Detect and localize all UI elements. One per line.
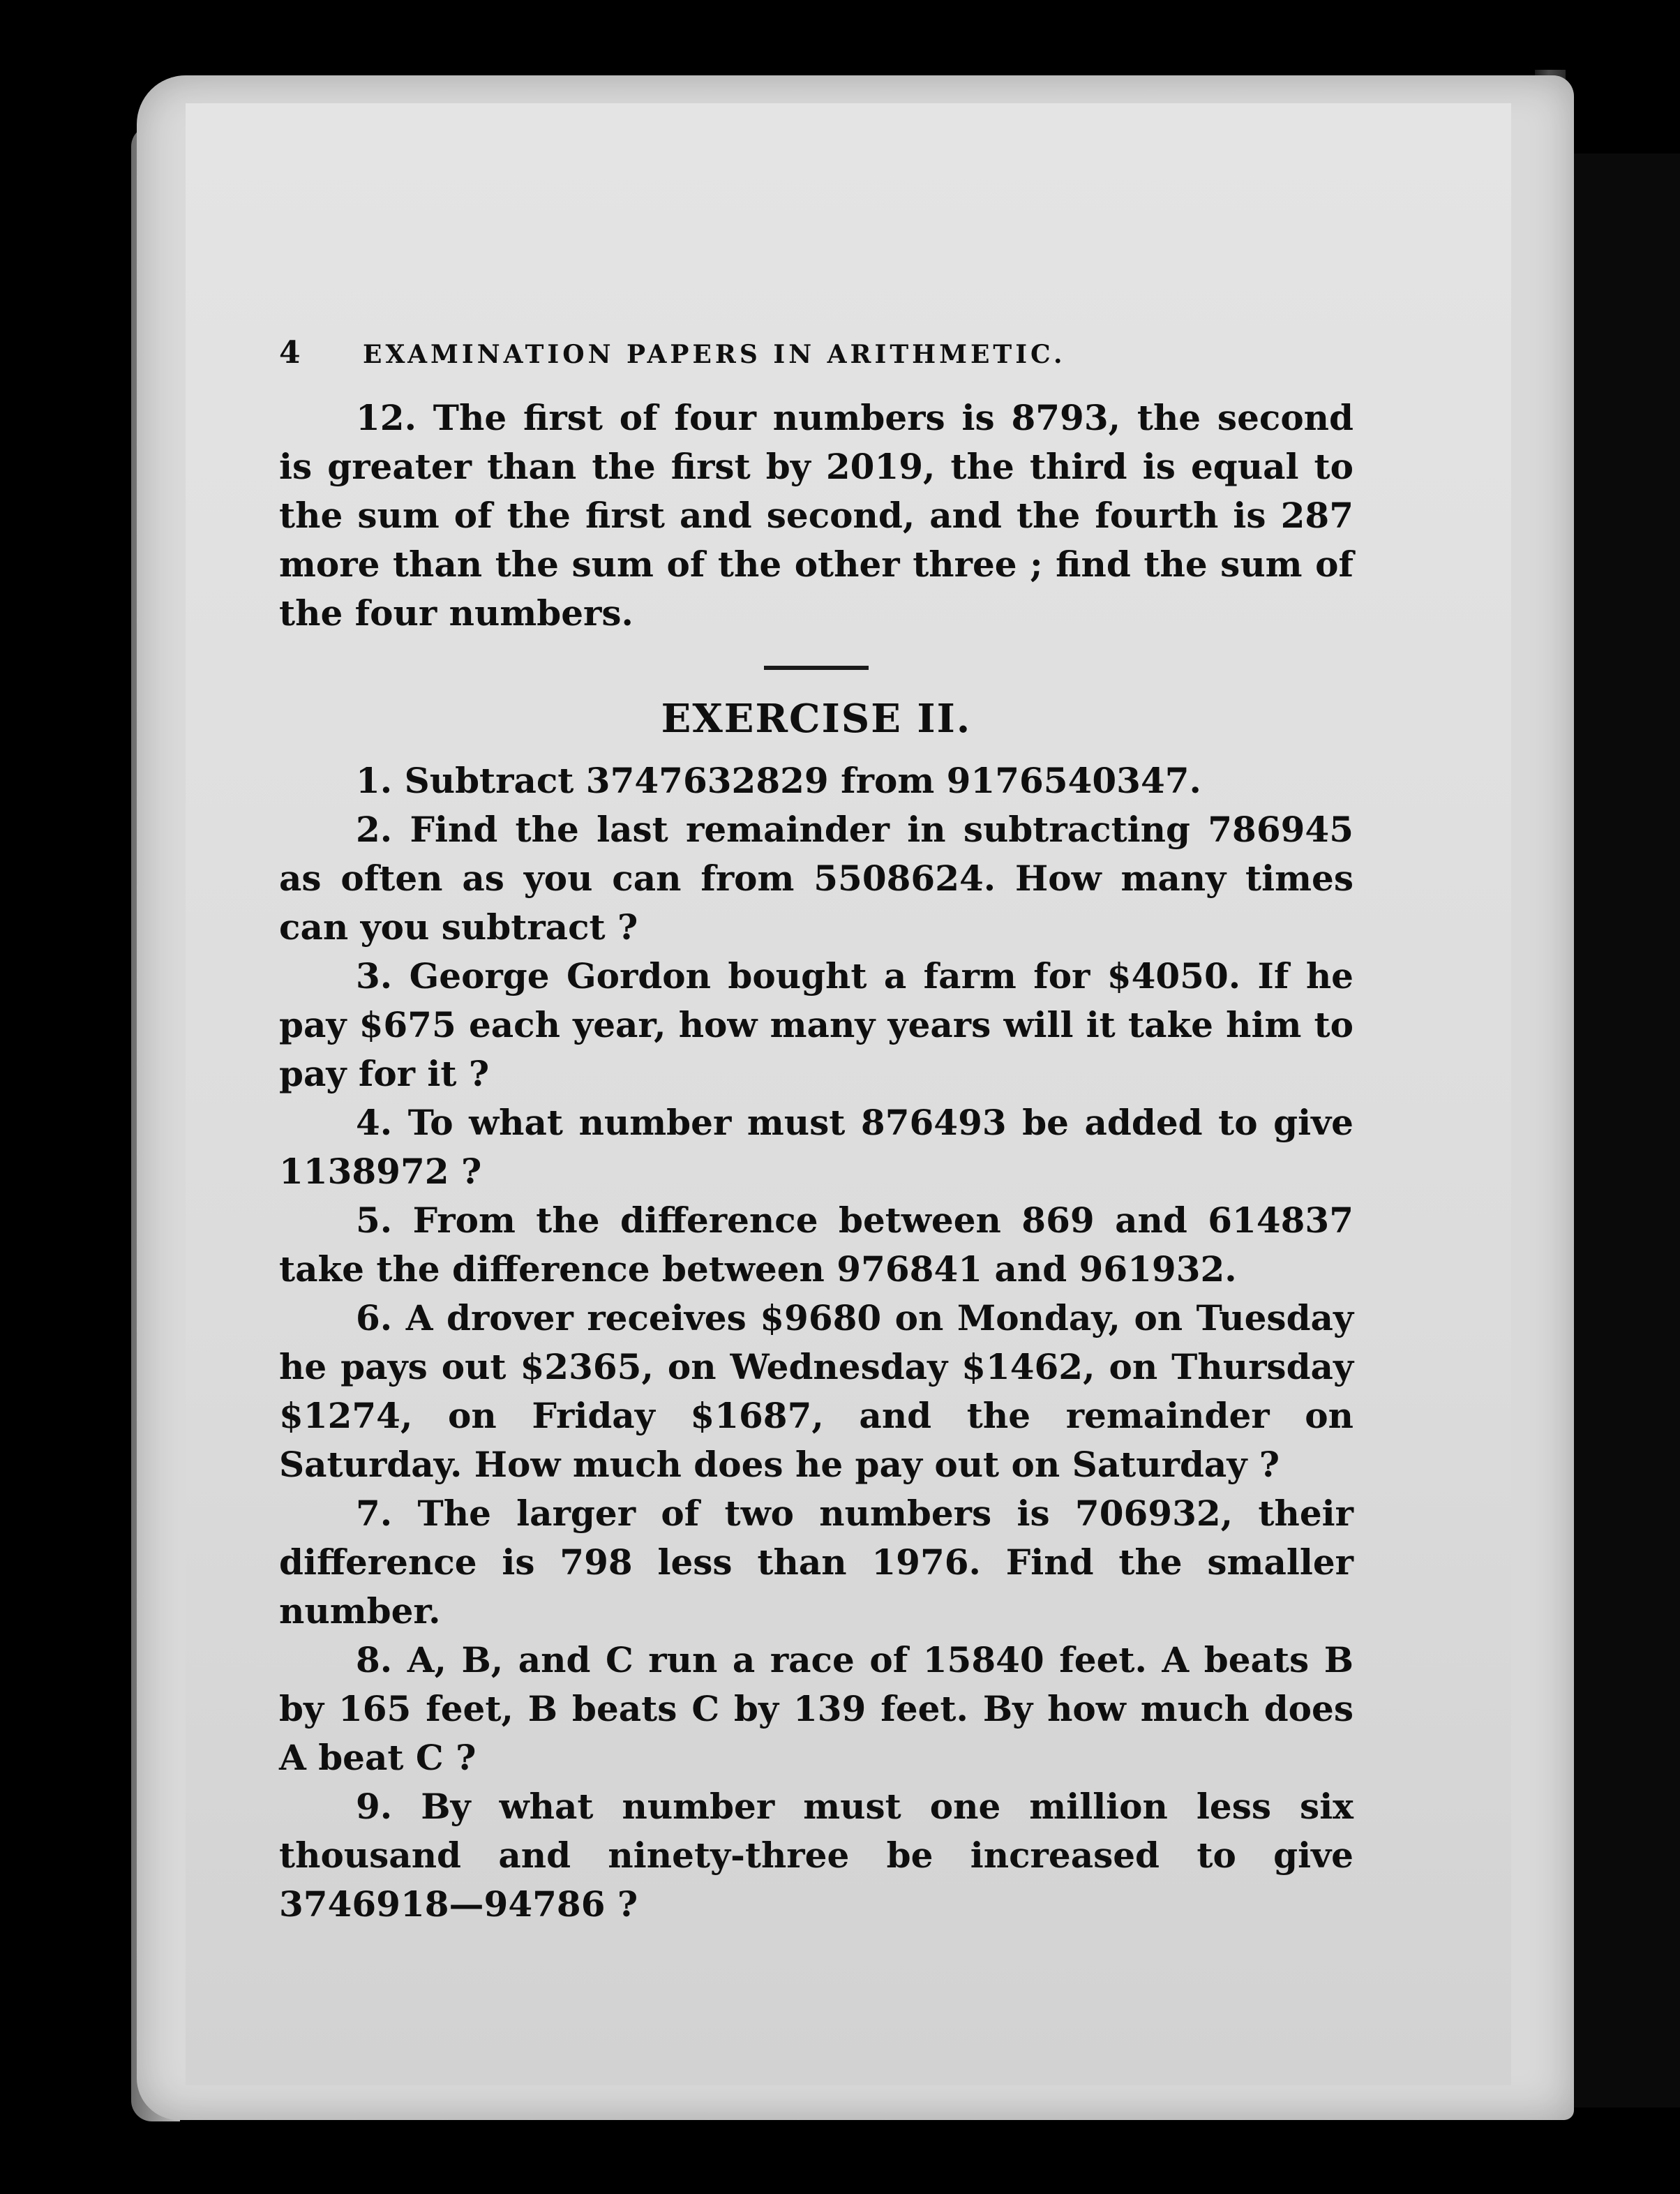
exercise-title: EXERCISE II. xyxy=(661,696,972,742)
running-head xyxy=(279,335,1353,384)
problem-2: 2. Find the last remainder in subtracting 786945 as often as you can from 5508624. How many times can you subtract ? xyxy=(279,809,1353,948)
section-divider xyxy=(764,666,869,670)
problem-8: 8. A, B, and C run a race of 15840 feet. A beats B by 165 feet, B beats C by 139 feet. By how much does A beat C ? xyxy=(279,1639,1353,1778)
problem-7: 7. The larger of two numbers is 706932, their difference is 798 less than 1976. Find the smaller number. xyxy=(279,1493,1353,1632)
running-head-title: EXAMINATION PAPERS IN ARITHMETIC. xyxy=(363,340,1066,369)
problem-9: 9. By what number must one million less six thousand and ninety-three be increased to give 3746918—94786 ? xyxy=(279,1786,1353,1925)
problem-1: 1. Subtract 3747632829 from 9176540347. xyxy=(356,760,1201,801)
problem-5: 5. From the difference between 869 and 614837 take the difference between 976841 and 961932. xyxy=(279,1200,1353,1290)
page-text xyxy=(279,335,1353,1929)
problem-6: 6. A drover receives $9680 on Monday, on Tuesday he pays out $2365, on Wednesday $1462, on Thursday $1274, on Friday $1687, and the remainder on Saturday. How much does he pay out on Saturday ? xyxy=(279,1297,1353,1485)
problem-12: 12. The first of four numbers is 8793, the second is greater than the first by 2019, the third is equal to the sum of the first and second, and the fourth is 287 more than the sum of the other three ; find the sum of the four numbers. xyxy=(279,397,1353,634)
problem-4: 4. To what number must 876493 be added to give 1138972 ? xyxy=(279,1102,1353,1192)
problem-3: 3. George Gordon bought a farm for $4050. If he pay $675 each year, how many years will it take him to pay for it ? xyxy=(279,955,1353,1094)
adjacent-page xyxy=(1566,154,1680,2107)
page-number: 4 xyxy=(279,335,304,371)
